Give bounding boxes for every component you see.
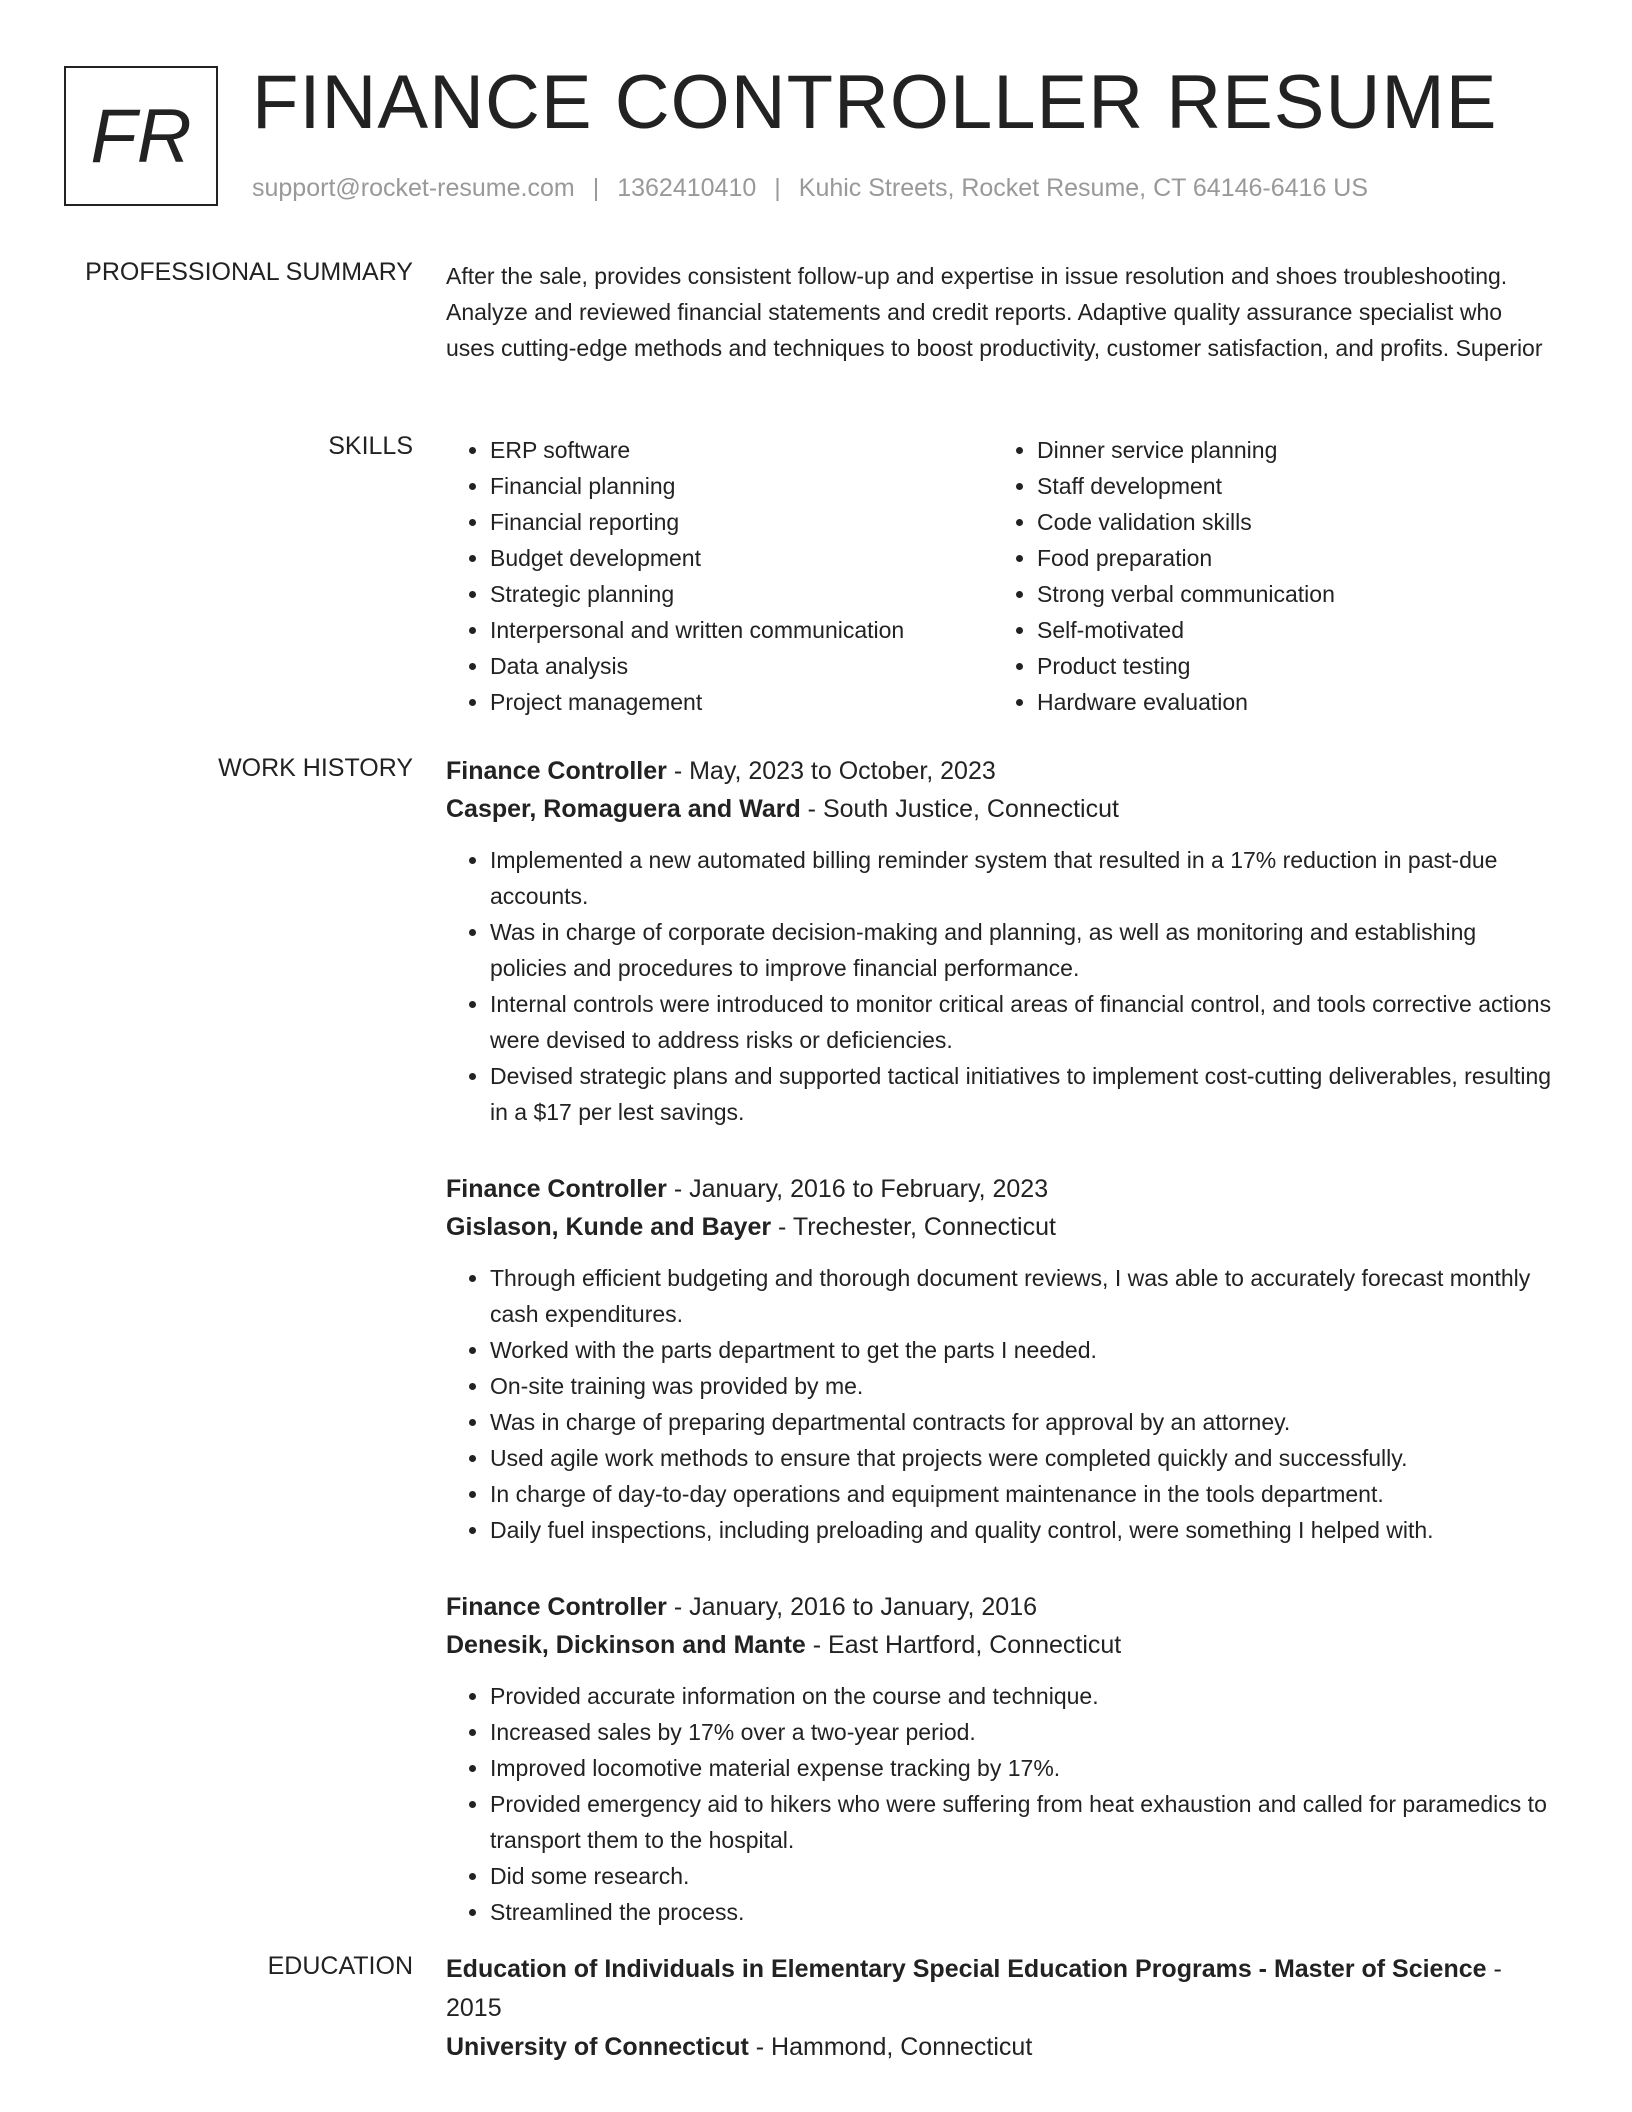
job-dates: - January, 2016 to February, 2023 <box>666 1175 1049 1203</box>
job-bullet: • Did some research. <box>490 1858 1556 1894</box>
contact-separator: | <box>774 174 781 202</box>
job-location: - East Hartford, Connecticut <box>805 1631 1122 1659</box>
summary-label: PROFESSIONAL SUMMARY <box>85 258 413 286</box>
skills-list-right <box>993 432 1335 720</box>
contact-email: support@rocket-resume.com <box>252 174 575 202</box>
skill-item: • Strong verbal communication <box>1037 576 1335 612</box>
job-dates: - January, 2016 to January, 2016 <box>666 1593 1038 1621</box>
job-bullet: • Internal controls were introduced to monitor critical areas of financial control, and tools corrective actions were devised to address risks or deficiencies. <box>490 986 1556 1058</box>
education-degree: Education of Individuals in Elementary Special Education Programs - Master of Science <box>446 1955 1487 1983</box>
job-title-line <box>446 1170 1556 1208</box>
job-bullet: • Was in charge of corporate decision-making and planning, as well as monitoring and establishing policies and procedures to improve financial performance. <box>490 914 1556 986</box>
education-degree-line <box>446 1950 1556 2028</box>
job-title: Finance Controller <box>446 757 667 785</box>
contact-line <box>252 174 1368 203</box>
skill-item: • Code validation skills <box>1037 504 1335 540</box>
skill-item: • Staff development <box>1037 468 1335 504</box>
skills-columns <box>446 432 1556 720</box>
job-title-line <box>446 752 1556 790</box>
job-bullet: • Provided accurate information on the course and technique. <box>490 1678 1556 1714</box>
job-bullet: • Devised strategic plans and supported tactical initiatives to implement cost-cutting deliverables, resulting in a $17 per lest savings. <box>490 1058 1556 1130</box>
job-company: Gislason, Kunde and Bayer <box>446 1213 772 1241</box>
education-school: University of Connecticut <box>446 2033 749 2061</box>
job-bullet: • On-site training was provided by me. <box>490 1368 1556 1404</box>
skill-item: • Self-motivated <box>1037 612 1335 648</box>
job-bullet: • Daily fuel inspections, including preloading and quality control, were something I helped with. <box>490 1512 1556 1548</box>
job-bullets <box>446 842 1556 1130</box>
monogram-badge: FR <box>64 66 218 206</box>
job-company: Denesik, Dickinson and Mante <box>446 1631 806 1659</box>
skill-item: • Interpersonal and written communication <box>490 612 993 648</box>
job-bullets <box>446 1678 1556 1930</box>
skills-label: SKILLS <box>328 432 413 460</box>
skill-item: • Product testing <box>1037 648 1335 684</box>
job-bullet: • Improved locomotive material expense tracking by 17%. <box>490 1750 1556 1786</box>
job-entry <box>446 1170 1556 1548</box>
job-bullets <box>446 1260 1556 1548</box>
job-title: Finance Controller <box>446 1593 667 1621</box>
job-entry <box>446 1588 1556 1930</box>
job-location: - Trechester, Connecticut <box>771 1213 1056 1241</box>
education-location: - Hammond, Connecticut <box>748 2033 1033 2061</box>
job-bullet: • Used agile work methods to ensure that projects were completed quickly and successfully. <box>490 1440 1556 1476</box>
contact-phone: 1362410410 <box>617 174 757 202</box>
skill-item: • Dinner service planning <box>1037 432 1335 468</box>
contact-address: Kuhic Streets, Rocket Resume, CT 64146-6416 US <box>798 174 1369 202</box>
job-bullet: • Through efficient budgeting and thorough document reviews, I was able to accurately forecast monthly cash expenditures. <box>490 1260 1556 1332</box>
job-company-line <box>446 1208 1556 1246</box>
job-company-line <box>446 1626 1556 1664</box>
skill-item: • Financial reporting <box>490 504 993 540</box>
skills-list-left <box>446 432 993 720</box>
job-bullet: • Increased sales by 17% over a two-year period. <box>490 1714 1556 1750</box>
work-history-label: WORK HISTORY <box>218 754 413 782</box>
job-bullet: • In charge of day-to-day operations and equipment maintenance in the tools department. <box>490 1476 1556 1512</box>
education-school-line <box>446 2028 1556 2067</box>
skill-item: • Data analysis <box>490 648 993 684</box>
job-dates: - May, 2023 to October, 2023 <box>666 757 996 785</box>
job-company-line <box>446 790 1556 828</box>
job-bullet: • Worked with the parts department to get the parts I needed. <box>490 1332 1556 1368</box>
contact-separator: | <box>592 174 600 202</box>
summary-text: After the sale, provides consistent follow-up and expertise in issue resolution and shoes troubleshooting. Analyze and reviewed financial statements and credit reports. Adaptive quality assurance specialist who uses cutting-edge methods and techniques to boost productivity, customer satisfaction, and profits. Superior <box>446 263 1543 361</box>
job-bullet: • Implemented a new automated billing reminder system that resulted in a 17% reduction in past-due accounts. <box>490 842 1556 914</box>
skill-item: • Food preparation <box>1037 540 1335 576</box>
education-label: EDUCATION <box>267 1952 413 1980</box>
job-location: - South Justice, Connecticut <box>800 795 1119 823</box>
job-title: Finance Controller <box>446 1175 667 1203</box>
job-entry <box>446 752 1556 1130</box>
job-company: Casper, Romaguera and Ward <box>446 795 801 823</box>
skill-item: • Financial planning <box>490 468 993 504</box>
skill-item: • Hardware evaluation <box>1037 684 1335 720</box>
skill-item: • Project management <box>490 684 993 720</box>
skill-item: • Budget development <box>490 540 993 576</box>
resume-title: FINANCE CONTROLLER RESUME <box>252 60 1498 145</box>
skill-item: • Strategic planning <box>490 576 993 612</box>
job-bullet: • Provided emergency aid to hikers who were suffering from heat exhaustion and called for paramedics to transport them to the hospital. <box>490 1786 1556 1858</box>
education-year: - 2015 <box>446 1955 1502 2022</box>
job-bullet: • Streamlined the process. <box>490 1894 1556 1930</box>
job-title-line <box>446 1588 1556 1626</box>
skill-item: • ERP software <box>490 432 993 468</box>
job-bullet: • Was in charge of preparing departmental contracts for approval by an attorney. <box>490 1404 1556 1440</box>
